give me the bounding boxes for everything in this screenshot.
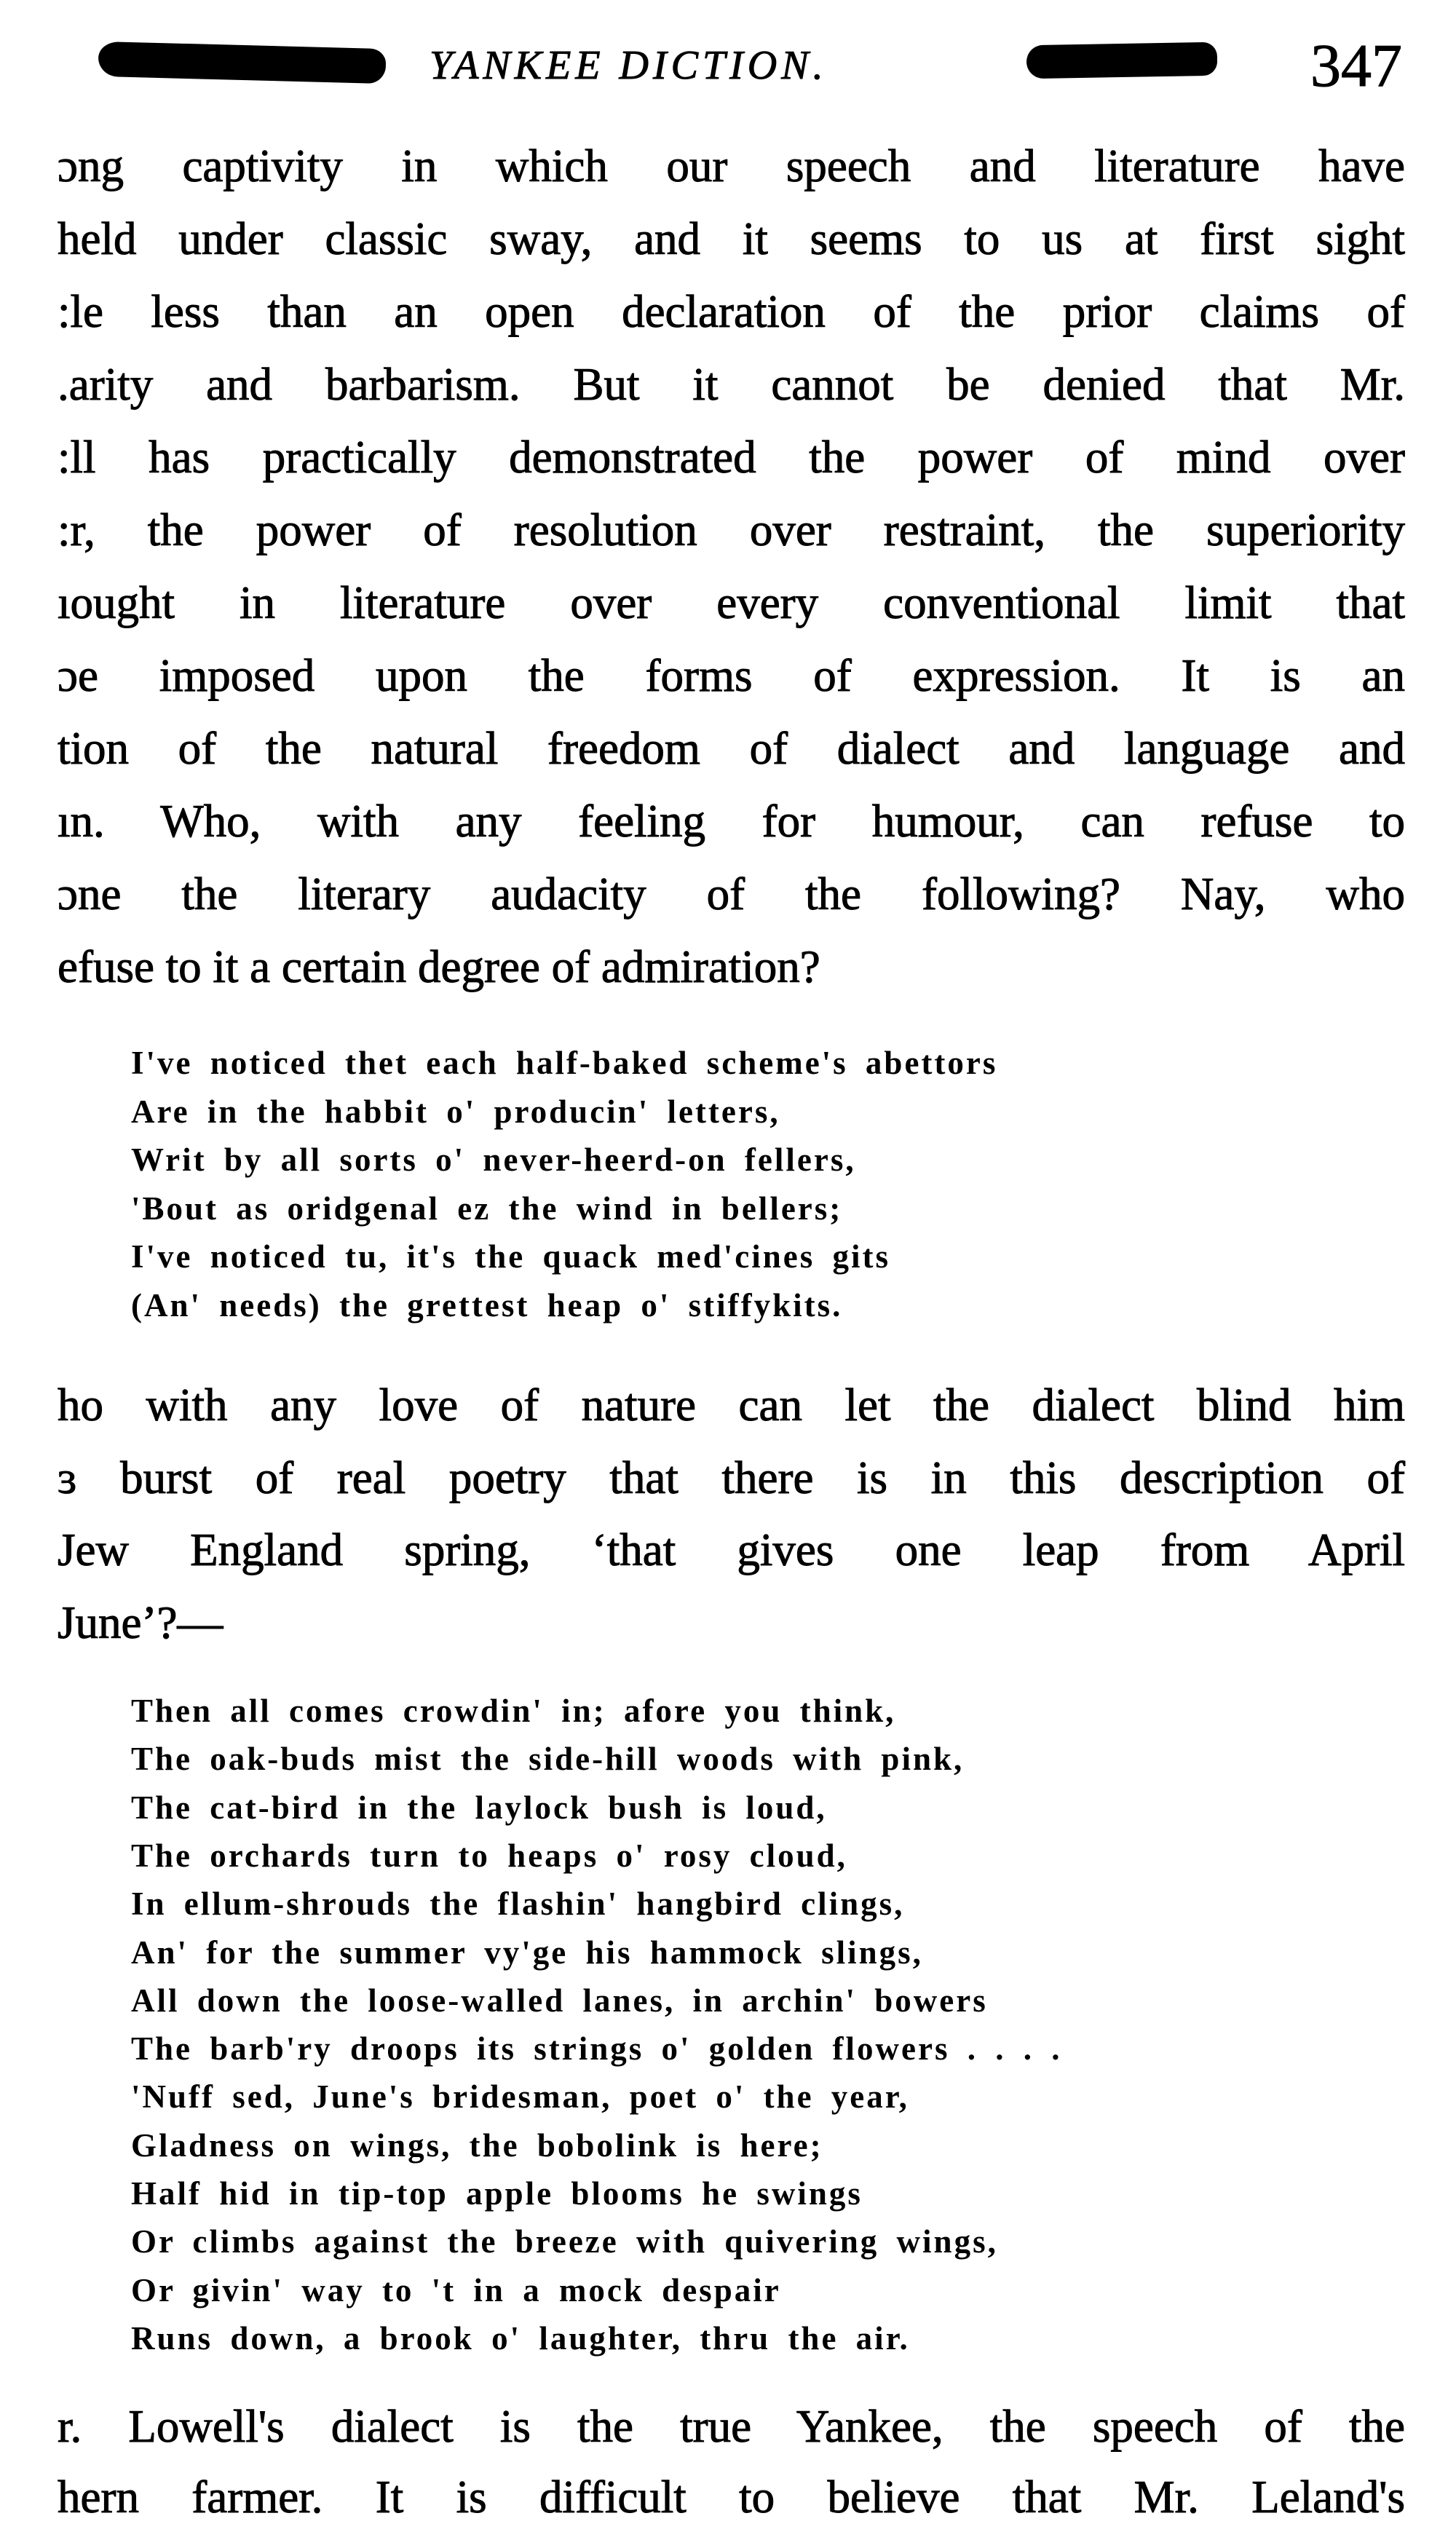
ink-blot-left [98,41,386,84]
prose-line: .arity and barbarism. But it cannot be denied that Mr. [58,359,1405,410]
prose-line: r. Lowell's dialect is the true Yankee, the speech of the [58,2401,1405,2452]
page-number: 347 [1310,32,1402,100]
verse-line: In ellum-shrouds the flashin' hangbird clings, [131,1886,905,1923]
verse-line: Are in the habbit o' producin' letters, [131,1093,780,1130]
verse-line: Half hid in tip-top apple blooms he swings [131,2175,863,2212]
verse-line: The cat-bird in the laylock bush is loud, [131,1789,827,1826]
prose-line: ɔng captivity in which our speech and literature have [58,141,1405,191]
prose-line: held under classic sway, and it seems to us at first sight [58,213,1405,264]
verse-line: 'Bout as oridgenal ez the wind in bellers; [131,1190,843,1227]
verse-line: 'Nuff sed, June's bridesman, poet o' the year, [131,2078,909,2116]
verse-line: Then all comes crowdin' in; afore you think, [131,1693,896,1729]
prose-line: efuse to it a certain degree of admiration? [58,941,820,992]
verse-line: I've noticed thet each half-baked scheme's abettors [131,1045,998,1081]
verse-line: The barb'ry droops its strings o' golden flowers . . . . [131,2030,1062,2068]
prose-line: ɜ burst of real poetry that there is in this description of [58,1452,1405,1503]
prose-line: ın. Who, with any feeling for humour, can refuse to [58,796,1405,847]
verse-line: All down the loose-walled lanes, in archin' bowers [131,1982,988,2019]
verse-line: Or climbs against the breeze with quivering wings, [131,2223,998,2260]
verse-line: Gladness on wings, the bobolink is here; [131,2126,823,2164]
verse-line: The oak-buds mist the side-hill woods with pink, [131,1741,965,1778]
verse-line: (An' needs) the grettest heap o' stiffykits. [131,1286,843,1324]
verse-line: Writ by all sorts o' never-heerd-on fellers, [131,1142,856,1178]
prose-line: :r, the power of resolution over restraint, the superiority [58,505,1405,555]
prose-line: Jew England spring, ‘that gives one leap from April [58,1524,1405,1575]
verse-line: I've noticed tu, it's the quack med'cines gits [131,1238,891,1275]
prose-line: :ll has practically demonstrated the power of mind over [58,432,1405,483]
prose-line: June’?— [58,1597,223,1648]
prose-line: ho with any love of nature can let the dialect blind him [58,1380,1405,1431]
verse-line: Or givin' way to 't in a mock despair [131,2271,781,2308]
prose-line: hern farmer. It is difficult to believe that Mr. Leland's [58,2472,1405,2523]
prose-line: ɔe imposed upon the forms of expression. It is an [58,650,1405,701]
verse-line: The orchards turn to heaps o' rosy cloud, [131,1837,847,1874]
prose-line: ıought in literature over every conventional limit that [58,577,1405,628]
ink-blot-right [1026,42,1218,79]
verse-line: An' for the summer vy'ge his hammock slings, [131,1934,923,1971]
prose-line: tion of the natural freedom of dialect and language and [58,723,1405,774]
verse-line: Runs down, a brook o' laughter, thru the air. [131,2319,910,2357]
prose-line: :le less than an open declaration of the prior claims of [58,286,1405,337]
prose-line: ɔne the literary audacity of the following? Nay, who [58,869,1405,919]
running-title: YANKEE DICTION. [430,43,828,88]
